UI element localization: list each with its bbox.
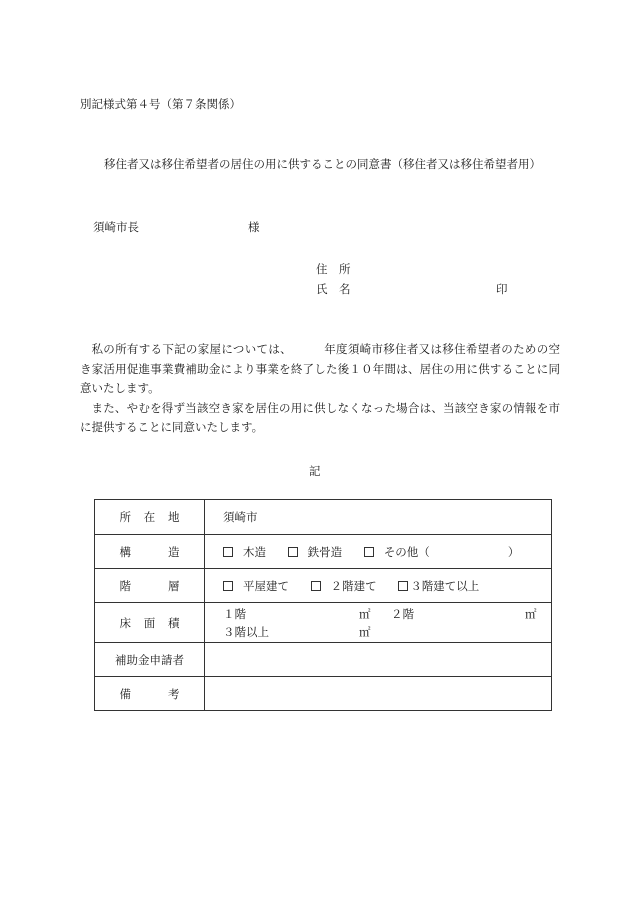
table-row-floor-area [95,603,552,643]
addressee: 須崎市長 [93,220,139,234]
structure-options [205,535,552,569]
floor-3-label: ３階以上 [223,624,269,639]
applicant-value [205,643,552,677]
checkbox-icon[interactable] [288,547,298,557]
structure-option-wood[interactable] [223,544,266,560]
structure-label: 構造 [119,544,180,559]
structure-option-steel-label: 鉄骨造 [307,544,343,559]
floor-area-values [205,603,552,643]
location-value: 須崎市 [205,500,552,535]
form-number: 別記様式第４号（第７条関係） [80,97,241,111]
structure-close-paren: ） [507,544,520,559]
checkbox-icon[interactable] [398,581,408,591]
remarks-value [205,677,552,711]
location-label-cell [95,500,205,535]
document-title: 移住者又は移住希望者の居住の用に供することの同意書（移住者又は移住希望者用） [104,157,541,171]
consent-paragraph-1-rest: 年度須崎市移住者又は移住希望者のための空き家活用促進事業費補助金により事業を終了した後１０年間は、居住の用に供することに同意いたします。 [80,342,560,396]
consent-paragraph-1-start: 私の所有する下記の家屋については、 [91,342,292,356]
consent-paragraph-2: また、やむを得ず当該空き家を居住の用に供しなくなった場合は、当該空き家の情報を市に提供することに同意いたします。 [80,400,560,435]
checkbox-icon[interactable] [223,547,233,557]
checkbox-icon[interactable] [311,581,321,591]
table-row-applicant [95,643,552,677]
floor-2-label: ２階 [391,606,414,621]
floor-area-line-1 [223,605,551,623]
floor-1-unit: ㎡ [359,606,371,621]
structure-option-other-label: その他（ [383,544,430,559]
seal-label: 印 [496,282,508,296]
floor-1-label: １階 [223,606,246,621]
floors-option-three-plus[interactable] [398,578,479,594]
floor-area-label: 床面積 [119,615,180,630]
floors-label-cell [95,569,205,603]
floors-option-two-label: ２階建て [330,578,377,593]
floor-2-unit: ㎡ [525,606,537,621]
consent-paragraph-1 [80,340,560,399]
table-row-location [95,500,552,535]
floor-area-label-cell [95,603,205,643]
floors-option-two[interactable] [311,578,377,594]
table-row-remarks [95,677,552,711]
floors-option-single-label: 平屋建て [243,578,289,593]
structure-label-cell [95,535,205,569]
table-row-floors [95,569,552,603]
floor-3-unit: ㎡ [359,624,371,639]
floors-option-single[interactable] [223,578,289,594]
location-label: 所在地 [119,510,180,524]
name-label: 氏 名 [316,282,351,296]
property-details-table [94,499,552,711]
remarks-label-cell [95,677,205,711]
floor-area-line-2 [223,623,551,641]
honorific: 様 [248,220,260,234]
address-label: 住 所 [316,262,351,276]
consent-text [80,340,560,438]
floors-options [205,569,552,603]
remarks-label: 備考 [119,686,180,701]
structure-option-other[interactable] [364,544,430,560]
structure-option-steel[interactable] [288,544,343,560]
checkbox-icon[interactable] [223,581,233,591]
floors-option-three-plus-label: ３階建て以上 [410,578,480,593]
checkbox-icon[interactable] [364,547,374,557]
applicant-label: 補助金申請者 [95,643,205,677]
floors-label: 階層 [119,578,180,593]
table-row-structure [95,535,552,569]
record-label: 記 [309,464,321,478]
structure-option-wood-label: 木造 [243,544,266,559]
